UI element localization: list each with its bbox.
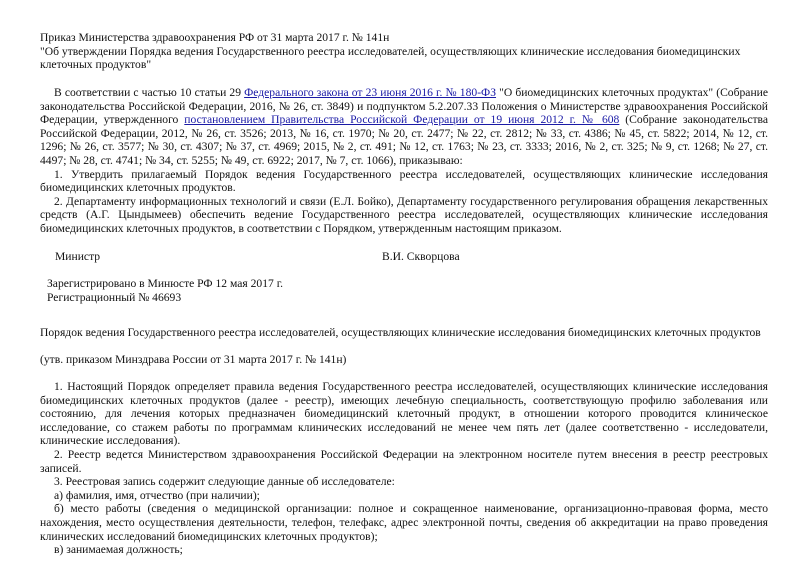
registration-block xyxy=(47,277,775,304)
preamble-text-1: В соответствии с частью 10 статьи 29 xyxy=(54,86,245,99)
procedure-approval: (утв. приказом Минздрава России от 31 марта 2017 г. № 141н) xyxy=(40,353,347,366)
procedure-body xyxy=(40,380,768,557)
preamble-paragraph xyxy=(40,86,768,168)
procedure-item: 1. Настоящий Порядок определяет правила ведения Государственного реестра исследователей, осуществляющих клинические исследования биомедицинских клеточных продуктов (далее - реестр), имеющих лечебную специальность, соответствующую профилю заболевания или состоянию, для лечения которых предназначен биомедицинский клеточный продукт, в отношении которого проводится клиническое исследование, со стажем работы по программам клинических исследований не менее чем пять лет (далее соответственно - исследователи, клинические исследования). xyxy=(40,380,768,448)
government-resolution-link[interactable]: постановлением Правительства Российской Федерации от 19 июня 2012 г. № 608 xyxy=(184,113,620,127)
order-item-2: 2. Департаменту информационных технологий и связи (Е.Л. Бойко), Департаменту государственного регулирования обращения лекарственных средств (А.Г. Цындымеев) обеспечить ведение Государственного реестра исследователей, осуществляющих клинические исследования биомедицинских клеточных продуктов, в соответствии с Порядком, утвержденным настоящим приказом. xyxy=(40,194,768,235)
procedure-item: 3. Реестровая запись содержит следующие данные об исследователе: xyxy=(54,475,395,489)
order-item-1: 1. Утвердить прилагаемый Порядок ведения Государственного реестра исследователей, осуществляющих клинические исследования биомедицинских клеточных продуктов. xyxy=(40,167,768,195)
registration-date: Зарегистрировано в Минюсте РФ 12 мая 2017 г. xyxy=(47,277,284,290)
procedure-title: Порядок ведения Государственного реестра исследователей, осуществляющих клинические исследования биомедицинских клеточных продуктов xyxy=(40,326,761,339)
order-body xyxy=(40,86,768,236)
registration-number: Регистрационный № 46693 xyxy=(47,290,182,304)
signature-block xyxy=(55,250,555,264)
procedure-item: 2. Реестр ведется Министерством здравоохранения Российской Федерации на электронном носителе путем внесения в реестр реестровых записей. xyxy=(40,447,768,475)
order-subtitle: "Об утверждении Порядка ведения Государственного реестра исследователей, осуществляющих клинические исследования биомедицинских клеточных продуктов" xyxy=(40,44,741,72)
signatory-position: Министр xyxy=(55,250,101,263)
procedure-approval-block xyxy=(40,353,768,367)
preamble-text-2: "О биомедицинских клеточных продуктах" (Собрание законодательства Российской Федерации, 2016, № 26, ст. 3849) и подпунктом 5.2.207.33 Положения о Министерстве здравоохранения Российской Федерации, утвержденного xyxy=(40,86,768,127)
procedure-subitem: в) занимаемая должность; xyxy=(54,543,183,557)
order-header xyxy=(40,31,768,72)
preamble-text-3: (Собрание законодательства Российской Федерации, 2012, № 26, ст. 3526; 2013, № 16, ст. 1970; № 20, ст. 2477; № 22, ст. 2812; № 33, ст. 4386; № 45, ст. 5822; 2014, № 12, ст. 1296; № 26, ст. 3577; № 30, ст. 4307; № 37, ст. 4969; 2015, № 2, ст. 491; № 12, ст. 1763; № 23, ст. 3333; 2016, № 2, ст. 325; № 9, ст. 1268; № 27, ст. 4497; № 28, ст. 4741; № 34, ст. 5255; № 49, ст. 6922; 2017, № 7, ст. 1066), приказываю: xyxy=(40,113,768,167)
signatory-name: В.И. Скворцова xyxy=(382,250,460,263)
procedure-subitem: б) место работы (сведения о медицинской организации: полное и сокращенное наименование, организационно-правовая форма, место нахождения, место осуществления деятельности, телефон, телефакс, адрес электронной почты, сведения об аккредитации на право проведения клинических исследований биомедицинских клеточных продуктов); xyxy=(40,502,768,543)
procedure-title-block xyxy=(40,326,768,340)
order-title: Приказ Министерства здравоохранения РФ от 31 марта 2017 г. № 141н xyxy=(40,31,390,44)
procedure-subitem: а) фамилия, имя, отчество (при наличии); xyxy=(54,488,260,502)
federal-law-link[interactable]: Федерального закона от 23 июня 2016 г. № 180-ФЗ xyxy=(244,86,497,99)
